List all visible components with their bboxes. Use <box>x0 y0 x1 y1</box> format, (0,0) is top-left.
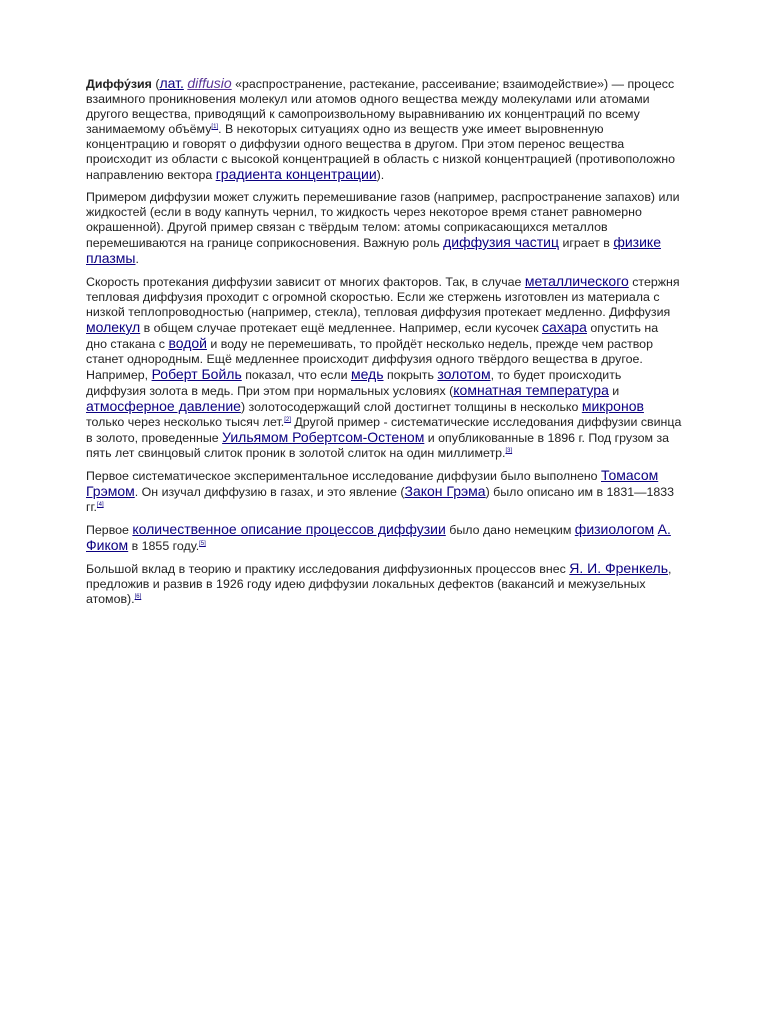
link-frenkel[interactable]: Я. И. Френкель <box>569 560 669 576</box>
text: опустить на дно стакана с <box>86 321 659 351</box>
text: . <box>135 252 139 266</box>
paragraph-examples <box>86 190 682 267</box>
ref-1[interactable]: [1] <box>211 124 219 130</box>
text: ) золотосодержащий слой достигнет толщины в несколько <box>240 400 582 414</box>
link-copper[interactable]: медь <box>350 366 384 382</box>
link-sugar[interactable]: сахара <box>541 319 587 335</box>
ref-5[interactable]: [5] <box>199 541 206 547</box>
link-graham-law[interactable]: Закон Грэма <box>404 483 486 499</box>
text: , предложив и развив в 1926 году идею диффузии локальных дефектов (вакансий и межузельных атомов). <box>86 562 672 606</box>
text: . Он изучал диффузию в газах, и это явление ( <box>134 485 405 499</box>
text: ) было описано им в 1831—1833 гг. <box>86 485 675 514</box>
link-microns[interactable]: микронов <box>581 398 644 414</box>
link-roberts-austen[interactable]: Уильямом Робертсом-Остеном <box>222 429 425 445</box>
link-atmospheric-pressure[interactable]: атмосферное давление <box>86 398 241 414</box>
ref-3[interactable]: [3] <box>505 448 513 454</box>
article-term: Диффу́зия <box>86 77 152 91</box>
link-water[interactable]: водой <box>168 335 207 351</box>
text: Другой пример - систематические исследования диффузии свинца в золото, проведенные <box>86 415 682 445</box>
text: и воду не перемешивать, то пройдёт несколько недель, прежде чем раствор станет однородным. Ещё медленнее происходит диффузия одного твёрдого вещества в другое. Например, <box>86 337 653 382</box>
paragraph-frenkel <box>86 561 682 607</box>
ref-4[interactable]: [4] <box>96 502 104 508</box>
text: ( <box>151 77 160 91</box>
ref-2[interactable]: [2] <box>284 417 291 423</box>
text: Примером диффузии может служить перемешивание газов (например, распространение запахов) или жидкостей (если в воду капнуть чернил, то жидкость через некоторое время станет равномерно окрашенной). Другой пример связан с твёрдым телом: атомы соприкасающихся металлов перемешиваются на границе соприкосновения. Важную роль <box>86 190 680 250</box>
text: . В некоторых ситуациях одно из веществ уже имеет выровненную концентрацию и говорят о диффузии одного вещества в другом. При этом перенос вещества происходит из области с высокой концентрацией в область с низкой концентрацией (противоположно направлению вектора <box>86 122 675 182</box>
text: Скорость протекания диффузии зависит от многих факторов. Так, в случае <box>86 275 525 289</box>
text: Первое систематическое экспериментальное исследование диффузии было выполнено <box>86 469 602 483</box>
text: и <box>608 384 620 398</box>
link-latin[interactable]: лат. <box>159 75 184 91</box>
text: в 1855 году. <box>128 539 200 553</box>
article-body <box>86 76 682 614</box>
link-room-temperature[interactable]: комнатная температура <box>453 382 609 398</box>
ref-6[interactable]: [6] <box>134 594 142 600</box>
text: только через несколько тысяч лет. <box>86 415 285 429</box>
text: было дано немецким <box>445 523 575 537</box>
link-fick[interactable]: А. Фиком <box>86 521 671 553</box>
text: Первое <box>86 523 133 537</box>
link-molecules[interactable]: молекул <box>86 319 141 335</box>
link-robert-boyle[interactable]: Роберт Бойль <box>151 366 242 382</box>
paragraph-speed <box>86 274 682 461</box>
text: играет в <box>559 236 614 250</box>
text: «распространение, растекание, рассеивание; взаимодействие») — процесс взаимного проникновения молекул или атомов одного вещества между молекулами или атомами другого вещества, приводящий к самопроизвольному выравниванию их концентраций по всему занимаемому объёму <box>86 77 675 136</box>
text: стержня тепловая диффузия проходит с огромной скоростью. Если же стержень изготовлен из материала с низкой теплопроводностью (например, стекла), тепловая диффузия протекает медленно. Диффузия <box>86 275 680 319</box>
text: показал, что если <box>241 368 351 382</box>
paragraph-fick <box>86 522 682 554</box>
paragraph-graham <box>86 468 682 515</box>
text: и опубликованные в 1896 г. Под грузом за пять лет свинцовый слиток проник в золотой слиток на один миллиметр. <box>86 431 670 460</box>
link-thomas-graham[interactable]: Томасом Грэмом <box>86 467 659 499</box>
link-diffusio[interactable]: diffusio <box>187 75 232 91</box>
link-gold[interactable]: золотом <box>437 366 491 382</box>
text: покрыть <box>383 368 438 382</box>
link-metallic[interactable]: металлического <box>524 273 629 289</box>
link-quantitative-description[interactable]: количественное описание процессов диффузии <box>132 521 446 537</box>
text: , то будет происходить диффузия золота в медь. При этом при нормальных условиях ( <box>86 368 622 398</box>
paragraph-definition <box>86 76 682 183</box>
link-particle-diffusion[interactable]: диффузия частиц <box>443 234 560 250</box>
text: Большой вклад в теорию и практику исследования диффузионных процессов внес <box>86 562 570 576</box>
text: в общем случае протекает ещё медленнее. Например, если кусочек <box>140 321 542 335</box>
link-plasma-physics[interactable]: физике плазмы <box>86 234 661 266</box>
link-gradient[interactable]: градиента концентрации <box>215 166 377 182</box>
link-physiologist[interactable]: физиологом <box>574 521 655 537</box>
text: ). <box>376 168 385 182</box>
